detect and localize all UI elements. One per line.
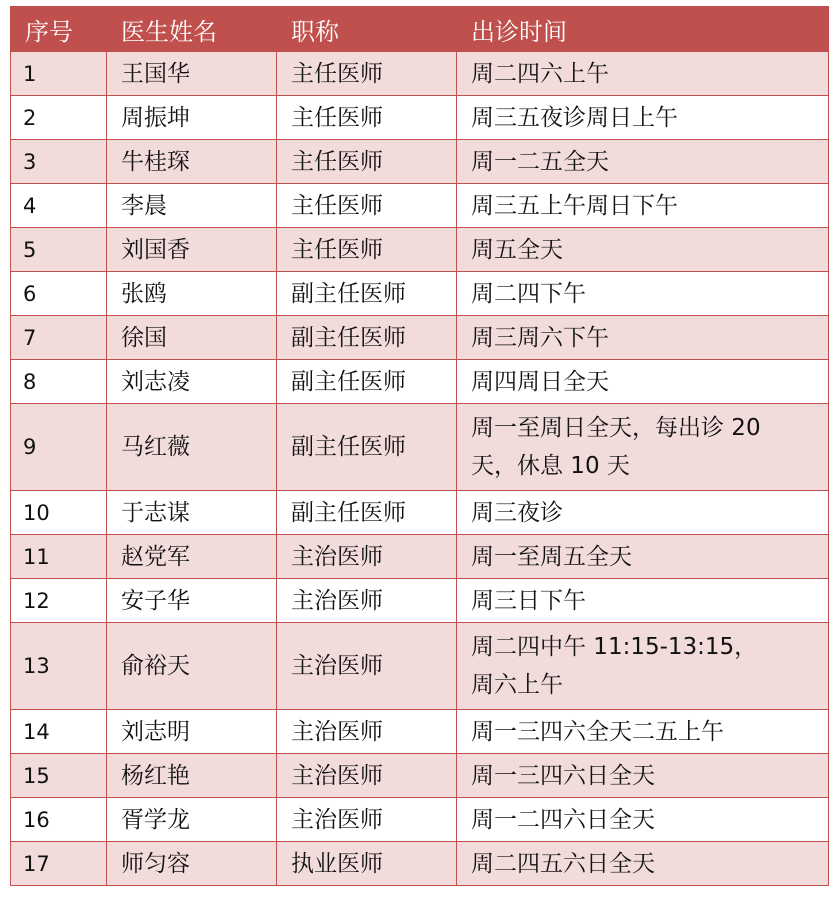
table-row: [11, 404, 829, 491]
header-doctor-name: 医生姓名: [107, 7, 277, 52]
row-number: 9: [11, 404, 107, 491]
doctor-title: 主任医师: [277, 140, 457, 184]
row-number: 4: [11, 184, 107, 228]
doctor-name: 张鸥: [107, 272, 277, 316]
doctor-name: 于志谋: [107, 491, 277, 535]
row-number: 1: [11, 52, 107, 96]
doctor-name: 俞裕天: [107, 623, 277, 710]
clinic-time: [457, 535, 829, 579]
header-title: 职称: [277, 7, 457, 52]
doctor-schedule-table: [10, 6, 829, 886]
clinic-time-line: 周六上午: [471, 672, 563, 698]
doctor-name: 安子华: [107, 579, 277, 623]
clinic-time-line: 周三五上午周日下午: [471, 192, 678, 219]
doctor-title: 主任医师: [277, 52, 457, 96]
clinic-time-line: 周二四下午: [471, 280, 586, 307]
row-number: 5: [11, 228, 107, 272]
clinic-time: [457, 360, 829, 404]
doctor-title: 副主任医师: [277, 272, 457, 316]
doctor-title: 主治医师: [277, 710, 457, 754]
clinic-time: [457, 184, 829, 228]
table-row: [11, 798, 829, 842]
doctor-title: 主治医师: [277, 623, 457, 710]
doctor-name: 李晨: [107, 184, 277, 228]
clinic-time-line: 周二四六上午: [471, 60, 609, 87]
doctor-title: 主任医师: [277, 96, 457, 140]
clinic-time-line: 周二四五六日全天: [471, 850, 655, 877]
clinic-time-line: 周一至周五全天: [471, 543, 632, 570]
header-number: 序号: [11, 7, 107, 52]
table-row: [11, 710, 829, 754]
clinic-time-line: 天，休息 10 天: [471, 453, 630, 479]
row-number: 13: [11, 623, 107, 710]
doctor-title: 副主任医师: [277, 360, 457, 404]
clinic-time-line: 周一二五全天: [471, 148, 609, 175]
doctor-title: 执业医师: [277, 842, 457, 886]
clinic-time: [457, 316, 829, 360]
row-number: 6: [11, 272, 107, 316]
doctor-name: 王国华: [107, 52, 277, 96]
clinic-time: [457, 842, 829, 886]
row-number: 8: [11, 360, 107, 404]
clinic-time-line: 周三日下午: [471, 587, 586, 614]
doctor-title: 副主任医师: [277, 316, 457, 360]
clinic-time-line: 周三周六下午: [471, 324, 609, 351]
clinic-time: [457, 798, 829, 842]
doctor-title: 主治医师: [277, 754, 457, 798]
clinic-time: [457, 491, 829, 535]
row-number: 16: [11, 798, 107, 842]
clinic-time-line: 周三夜诊: [471, 499, 563, 526]
doctor-title: 副主任医师: [277, 491, 457, 535]
row-number: 17: [11, 842, 107, 886]
doctor-name: 刘国香: [107, 228, 277, 272]
row-number: 7: [11, 316, 107, 360]
clinic-time-line: 周二四中午 11:15-13:15，: [471, 634, 758, 660]
clinic-time-line: 周三五夜诊周日上午: [471, 104, 678, 131]
table-row: [11, 842, 829, 886]
doctor-name: 胥学龙: [107, 798, 277, 842]
row-number: 12: [11, 579, 107, 623]
row-number: 15: [11, 754, 107, 798]
doctor-name: 赵党军: [107, 535, 277, 579]
table-row: [11, 52, 829, 96]
table-row: [11, 184, 829, 228]
doctor-name: 刘志明: [107, 710, 277, 754]
table-row: [11, 96, 829, 140]
doctor-name: 牛桂琛: [107, 140, 277, 184]
doctor-name: 徐国: [107, 316, 277, 360]
row-number: 14: [11, 710, 107, 754]
doctor-name: 杨红艳: [107, 754, 277, 798]
clinic-time-line: 周五全天: [471, 236, 563, 263]
table-row: [11, 360, 829, 404]
table-row: [11, 754, 829, 798]
table-body: [11, 52, 829, 886]
table-row: [11, 579, 829, 623]
row-number: 2: [11, 96, 107, 140]
row-number: 3: [11, 140, 107, 184]
doctor-title: 主任医师: [277, 184, 457, 228]
table-row: [11, 228, 829, 272]
clinic-time: [457, 754, 829, 798]
table-row: [11, 535, 829, 579]
clinic-time-line: 周一二四六日全天: [471, 806, 655, 833]
table-row: [11, 491, 829, 535]
clinic-time-line: 周一至周日全天，每出诊 20: [471, 415, 761, 441]
clinic-time: [457, 579, 829, 623]
table-row: [11, 140, 829, 184]
table-row: [11, 272, 829, 316]
doctor-title: 主治医师: [277, 579, 457, 623]
table-row: [11, 623, 829, 710]
doctor-title: 副主任医师: [277, 404, 457, 491]
doctor-title: 主治医师: [277, 535, 457, 579]
row-number: 10: [11, 491, 107, 535]
doctor-title: 主任医师: [277, 228, 457, 272]
header-clinic-time: 出诊时间: [457, 7, 829, 52]
doctor-name: 马红薇: [107, 404, 277, 491]
clinic-time: [457, 272, 829, 316]
clinic-time: [457, 623, 829, 710]
clinic-time: [457, 710, 829, 754]
doctor-title: 主治医师: [277, 798, 457, 842]
clinic-time-line: 周一三四六日全天: [471, 762, 655, 789]
doctor-name: 周振坤: [107, 96, 277, 140]
row-number: 11: [11, 535, 107, 579]
clinic-time: [457, 228, 829, 272]
clinic-time: [457, 404, 829, 491]
doctor-name: 刘志凌: [107, 360, 277, 404]
clinic-time: [457, 52, 829, 96]
clinic-time-line: 周四周日全天: [471, 368, 609, 395]
clinic-time: [457, 140, 829, 184]
clinic-time: [457, 96, 829, 140]
doctor-name: 师匀容: [107, 842, 277, 886]
clinic-time-line: 周一三四六全天二五上午: [471, 718, 724, 745]
table-row: [11, 316, 829, 360]
table-header-row: [11, 7, 829, 52]
